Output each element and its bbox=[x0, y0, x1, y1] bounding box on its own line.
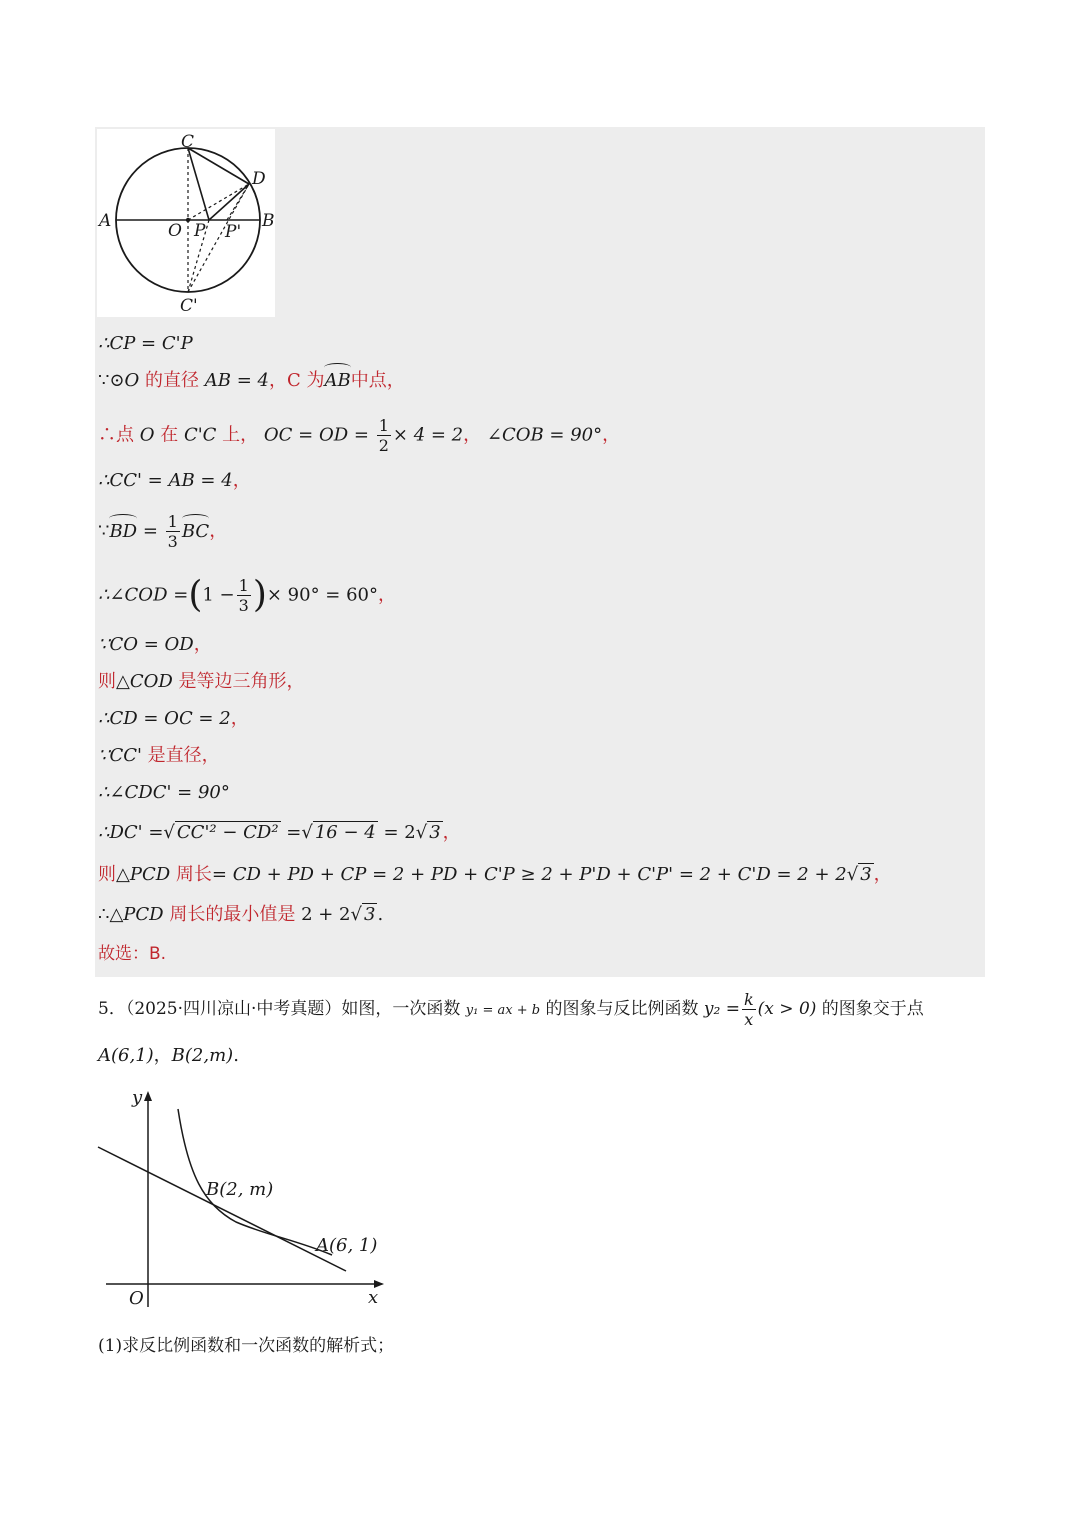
sol-l6-angle: ∴∠COD = bbox=[98, 584, 189, 606]
q5-period: . bbox=[233, 1045, 239, 1066]
sol-line-10 bbox=[98, 744, 220, 768]
sol-line-14: ∴△PCD 周长的最小值是 2 + 2√ 3 . bbox=[98, 904, 384, 925]
circle-diagram bbox=[97, 129, 275, 317]
sol-l12-eq2: = 2 bbox=[377, 822, 416, 843]
sol-line-1 bbox=[98, 332, 193, 356]
q5-x: x bbox=[744, 1010, 754, 1029]
sol-l6-frac bbox=[237, 576, 251, 615]
sol-l2-text2: ，C 为 bbox=[268, 370, 325, 391]
sol-line-5 bbox=[98, 512, 227, 551]
sol-line-3 bbox=[98, 416, 620, 455]
sol-l10-cc: ∵CC' bbox=[98, 745, 142, 766]
sol-l12-dc: ∴DC' = bbox=[98, 822, 164, 843]
sol-l2-O: O bbox=[124, 370, 140, 391]
sol-l5-because: ∵ bbox=[98, 520, 110, 542]
label-O: O bbox=[168, 221, 182, 241]
label-C-prime: C' bbox=[180, 296, 198, 316]
sol-l13-text: 周长 bbox=[170, 864, 212, 885]
q5-point-a: A(6,1) bbox=[98, 1045, 154, 1066]
sub-question-1 bbox=[98, 1334, 394, 1358]
sol-line-4 bbox=[98, 469, 251, 493]
sol-l7-text: ∵CO = OD bbox=[98, 634, 194, 655]
q5-k: k bbox=[743, 990, 754, 1009]
graph-label-origin: O bbox=[129, 1288, 144, 1309]
sol-l12-sqrt2: 16 − 4 bbox=[314, 822, 376, 843]
sol-l13-then: 则 bbox=[98, 864, 116, 885]
sol-line-12: ∴DC' =√ CC'² − CD² =√ 16 − 4 = 2√ 3 ， bbox=[98, 822, 461, 843]
sol-l9-comma: ， bbox=[230, 708, 249, 729]
sol-l8-then: 则 bbox=[98, 671, 116, 692]
sol-l12-eq: = bbox=[280, 822, 302, 843]
q5-intro: 5．（2025·四川凉山·中考真题）如图，一次函数 bbox=[98, 999, 466, 1019]
sol-l3-num: 1 bbox=[378, 416, 389, 435]
sol-l2-text3: 中点， bbox=[350, 370, 405, 391]
label-P-prime: P' bbox=[225, 222, 242, 242]
sol-l5-num: 1 bbox=[167, 512, 178, 531]
q5-y2: y₂ = bbox=[703, 999, 740, 1019]
function-graph-svg bbox=[96, 1085, 396, 1315]
sol-l5-den: 3 bbox=[167, 532, 178, 551]
sol-l13-formula: = CD + PD + CP = 2 + PD + C'P ≥ 2 + P'D + C'P' = 2 + C'D = 2 + 2 bbox=[211, 864, 847, 885]
sol-l12-comma: ， bbox=[442, 822, 461, 843]
sol-l9-text: ∴CD = OC = 2 bbox=[98, 708, 231, 729]
sol-l6-one: 1 − bbox=[202, 584, 235, 606]
label-P: P bbox=[194, 221, 206, 241]
sol-l14-therefore: ∴ bbox=[98, 904, 110, 925]
label-C: C bbox=[181, 132, 195, 152]
sol-l11-text: ∴∠CDC' = 90° bbox=[98, 782, 230, 803]
sol-line-7 bbox=[98, 633, 212, 657]
q5-point-b: B(2,m) bbox=[171, 1045, 234, 1066]
graph-label-x: x bbox=[368, 1287, 379, 1308]
sol-l13-sqrt: 3 bbox=[860, 864, 872, 885]
sol-l3-comma: ， bbox=[463, 424, 482, 446]
sol-l3-text3: 上， bbox=[216, 424, 259, 446]
graph-label-y: y bbox=[132, 1087, 143, 1108]
sol-l3-text: ∴点 bbox=[98, 424, 140, 446]
sol-l2-ab: AB = 4 bbox=[204, 370, 269, 391]
sol-l3-den: 2 bbox=[378, 436, 389, 455]
sol-l14-text: 周长的最小值是 bbox=[163, 904, 302, 925]
sol-l8-text: 是等边三角形， bbox=[172, 671, 305, 692]
sol-l8-tri: △COD bbox=[116, 671, 173, 692]
sol-l3-O: O bbox=[139, 424, 155, 446]
sol-l6-result: × 90° = 60° bbox=[266, 584, 378, 606]
sub1-text: (1)求反比例函数和一次函数的解析式； bbox=[98, 1336, 395, 1356]
label-B: B bbox=[262, 211, 275, 231]
sol-line-2 bbox=[98, 369, 405, 393]
q5-sep: ， bbox=[153, 1045, 172, 1066]
sol-line-8 bbox=[98, 670, 305, 694]
q5-text2: 的图象与反比例函数 bbox=[540, 999, 704, 1019]
q5-y1: y₁ = ax + b bbox=[465, 1003, 541, 1018]
sol-l14-sqrt: 3 bbox=[364, 904, 376, 925]
sol-l14-tri: △PCD bbox=[109, 904, 164, 925]
sol-l13-comma: ， bbox=[873, 864, 892, 885]
sol-l4-text: ∴CC' = AB = 4 bbox=[98, 470, 233, 491]
sol-line-11 bbox=[98, 781, 230, 805]
sol-l3-cc: C'C bbox=[183, 424, 217, 446]
sol-l3-angle: ∠COB = 90° bbox=[486, 424, 603, 446]
sol-l3-text2: 在 bbox=[154, 424, 184, 446]
sol-l3-frac bbox=[377, 416, 391, 455]
sol-l10-text: 是直径， bbox=[141, 745, 220, 766]
sol-l6-comma: ， bbox=[378, 584, 396, 606]
q5-frac bbox=[742, 990, 756, 1029]
label-A: A bbox=[99, 211, 112, 231]
sol-l2-arc: AB bbox=[324, 370, 351, 391]
graph-label-B: B(2, m) bbox=[206, 1179, 274, 1200]
sol-l6-den: 3 bbox=[238, 596, 249, 615]
sol-l5-comma: ， bbox=[209, 520, 228, 542]
question-5-line-2 bbox=[98, 1043, 239, 1069]
sol-l5-arc-bc: BC bbox=[181, 520, 210, 542]
sol-l3-oc: OC = OD = bbox=[263, 424, 369, 446]
sol-l2-text: 的直径 bbox=[139, 370, 205, 391]
sol-line-6 bbox=[98, 576, 396, 615]
sol-line-13: 则△PCD 周长= CD + PD + CP = 2 + PD + C'P ≥ 2 + P'D + C'P' = 2 + C'D = 2 + 2√ 3 ， bbox=[98, 864, 892, 885]
function-graph bbox=[96, 1085, 396, 1315]
sol-l12-sqrt1: CC'² − CD² bbox=[176, 822, 279, 843]
sol-l7-comma: ， bbox=[193, 634, 212, 655]
q5-cond: (x > 0) bbox=[757, 999, 817, 1019]
circle-figure bbox=[97, 129, 275, 317]
sol-l5-frac bbox=[166, 512, 180, 551]
sol-l6-rparen: ) bbox=[252, 574, 267, 616]
sol-l14-value: 2 + 2 bbox=[301, 904, 351, 925]
sol-l4-comma: ， bbox=[232, 470, 251, 491]
sol-line-9 bbox=[98, 707, 249, 731]
q5-text3: 的图象交于点 bbox=[816, 999, 924, 1019]
sol-l12-sqrt3: 3 bbox=[429, 822, 441, 843]
sol-l1-text: ∴CP = C'P bbox=[98, 333, 193, 354]
sol-l3-comma2: ， bbox=[602, 424, 621, 446]
sol-l6-lparen: ( bbox=[188, 574, 203, 616]
sol-l3-times: × 4 = 2 bbox=[392, 424, 464, 446]
question-5-line-1 bbox=[98, 990, 978, 1029]
sol-l5-arc-bd: BD bbox=[109, 520, 138, 542]
sol-l13-tri: △PCD bbox=[116, 864, 171, 885]
sol-l15-answer: 故选：B. bbox=[98, 944, 167, 964]
graph-label-A: A(6, 1) bbox=[316, 1235, 378, 1256]
label-D: D bbox=[252, 169, 266, 189]
sol-l6-num: 1 bbox=[238, 576, 249, 595]
sol-l14-period: . bbox=[377, 904, 384, 925]
sol-l2-because: ∵⊙ bbox=[98, 370, 125, 391]
sol-line-15 bbox=[98, 942, 166, 966]
sol-l5-eq: = bbox=[137, 520, 164, 542]
